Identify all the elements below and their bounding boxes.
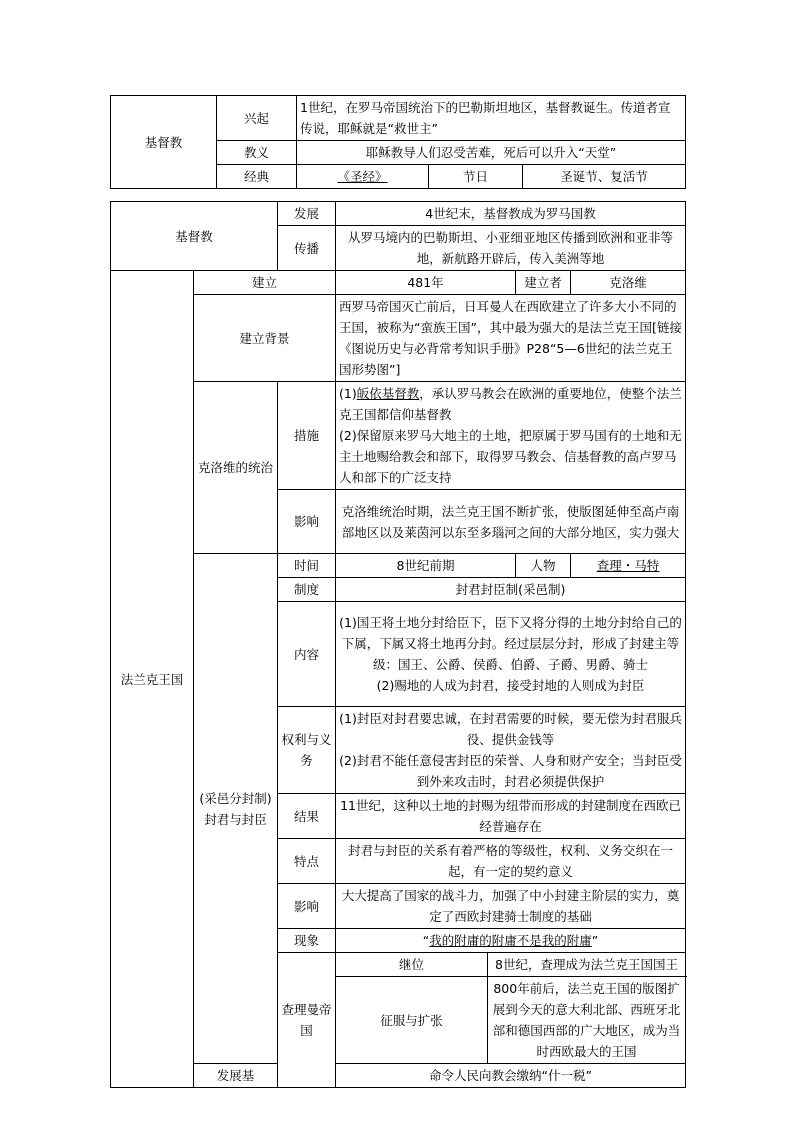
person-text: 查理・马特 bbox=[571, 554, 686, 578]
measure-2: (2)保留原来罗马大地主的土地，把原属于罗马国有的土地和无主土地赐给教会和部下，取得罗马教会、信基督教的高卢罗马人和部下的广泛支持 bbox=[339, 428, 682, 485]
system-label: 制度 bbox=[278, 578, 336, 602]
rights-1: (1)封臣对封君要忠诚，在封君需要的时候，要无偿为封君服兵役、提供金钱等 bbox=[339, 711, 682, 747]
bg-label: 建立背景 bbox=[194, 295, 336, 382]
convert-christianity: 皈依基督教 bbox=[356, 386, 420, 401]
succ-label: 继位 bbox=[336, 953, 488, 977]
charlemagne-cell: 查理曼帝国 bbox=[278, 953, 336, 1088]
time-text: 8世纪前期 bbox=[336, 554, 516, 578]
christianity-frankish-table bbox=[110, 201, 686, 1088]
content-label: 内容 bbox=[278, 602, 336, 707]
fief-system-cell: (采邑分封制)封君与封臣 bbox=[194, 554, 278, 1064]
time-label: 时间 bbox=[278, 554, 336, 578]
feature-text: 封君与封臣的关系有着严格的等级性，权利、义务交织在一起，有一定的契约意义 bbox=[336, 839, 686, 884]
devbase-text: 命令人民向教会缴纳“什一税” bbox=[336, 1064, 686, 1088]
bg-text: 西罗马帝国灭亡前后，日耳曼人在西欧建立了许多大小不同的王国，被称为“蛮族王国”，其中最为强大的是法兰克王国[链接《图说历史与必背常考知识手册》P28“5—6世纪的法兰克王国形势图”] bbox=[336, 295, 686, 382]
rise-text: 1世纪，在罗马帝国统治下的巴勒斯坦地区，基督教诞生。传道者宣传说，耶稣就是“救世主” bbox=[297, 96, 686, 141]
measures-text bbox=[336, 382, 686, 490]
conquest-text: 800年前后，法兰克王国的版图扩展到今天的意大利北部、西班牙北部和德国西部的广大地区，成为当时西欧最大的王国 bbox=[488, 977, 686, 1064]
est-year: 481年 bbox=[336, 271, 516, 295]
result-text: 11世纪，这种以土地的封赐为纽带而形成的封建制度在西欧已经普遍存在 bbox=[336, 794, 686, 839]
rights-label: 权利与义务 bbox=[278, 707, 336, 794]
devbase-label: 发展基 bbox=[194, 1064, 278, 1088]
religion-cell: 基督教 bbox=[111, 96, 217, 189]
conquest-label: 征服与扩张 bbox=[336, 977, 488, 1064]
doctrine-text: 耶稣教导人们忍受苦难，死后可以升入“天堂” bbox=[297, 141, 686, 165]
spread-text: 从罗马境内的巴勒斯坦、小亚细亚地区传播到欧洲和亚非等地，新航路开辟后，传入美洲等地 bbox=[336, 226, 686, 271]
phenom-label: 现象 bbox=[278, 929, 336, 953]
classic-label: 经典 bbox=[217, 165, 297, 189]
person-label: 人物 bbox=[516, 554, 571, 578]
doctrine-label: 教义 bbox=[217, 141, 297, 165]
clovis-rule-cell: 克洛维的统治 bbox=[194, 382, 278, 554]
measure-1: (1)皈依基督教，承认罗马教会在欧洲的重要地位，使整个法兰克王国都信仰基督教 bbox=[339, 386, 682, 422]
impact-label: 影响 bbox=[278, 490, 336, 554]
founder-name: 克洛维 bbox=[571, 271, 686, 295]
christianity-summary-table bbox=[110, 95, 686, 189]
classic-text: 《圣经》 bbox=[297, 165, 429, 189]
spread-label: 传播 bbox=[278, 226, 336, 271]
measures-label: 措施 bbox=[278, 382, 336, 490]
phenom-text: “我的附庸的附庸不是我的附庸” bbox=[336, 929, 686, 953]
rise-label: 兴起 bbox=[217, 96, 297, 141]
religion-cell-2: 基督教 bbox=[111, 202, 278, 271]
succ-text: 8世纪，查理成为法兰克王国国王 bbox=[488, 953, 686, 977]
dev-label: 发展 bbox=[278, 202, 336, 226]
content-2: (2)赐地的人成为封君，接受封地的人则成为封臣 bbox=[376, 678, 645, 693]
system-text: 封君封臣制(采邑制) bbox=[336, 578, 686, 602]
rights-2: (2)封君不能任意侵害封臣的荣誉、人身和财产安全；当封臣受到外来攻击时，封君必须提供保护 bbox=[339, 753, 682, 789]
est-label: 建立 bbox=[194, 271, 336, 295]
content-text bbox=[336, 602, 686, 707]
festival-label: 节日 bbox=[429, 165, 523, 189]
frank-kingdom-cell: 法兰克王国 bbox=[111, 271, 194, 1088]
rights-text bbox=[336, 707, 686, 794]
impact-text: 克洛维统治时期，法兰克王国不断扩张，使版图延伸至高卢南部地区以及莱茵河以东至多瑙河之间的大部分地区，实力强大 bbox=[336, 490, 686, 554]
founder-label: 建立者 bbox=[516, 271, 571, 295]
feature-label: 特点 bbox=[278, 839, 336, 884]
impact2-text: 大大提高了国家的战斗力，加强了中小封建主阶层的实力，奠定了西欧封建骑士制度的基础 bbox=[336, 884, 686, 929]
dev-text: 4世纪末，基督教成为罗马国教 bbox=[336, 202, 686, 226]
content-1: (1)国王将土地分封给臣下，臣下又将分得的土地分封给自己的下属，下属又将土地再分封。经过层层分封，形成了封建主等级：国王、公爵、侯爵、伯爵、子爵、男爵、骑士 bbox=[339, 615, 682, 672]
result-label: 结果 bbox=[278, 794, 336, 839]
festival-text: 圣诞节、复活节 bbox=[523, 165, 686, 189]
vassal-quote: 我的附庸的附庸不是我的附庸 bbox=[429, 933, 592, 948]
impact2-label: 影响 bbox=[278, 884, 336, 929]
